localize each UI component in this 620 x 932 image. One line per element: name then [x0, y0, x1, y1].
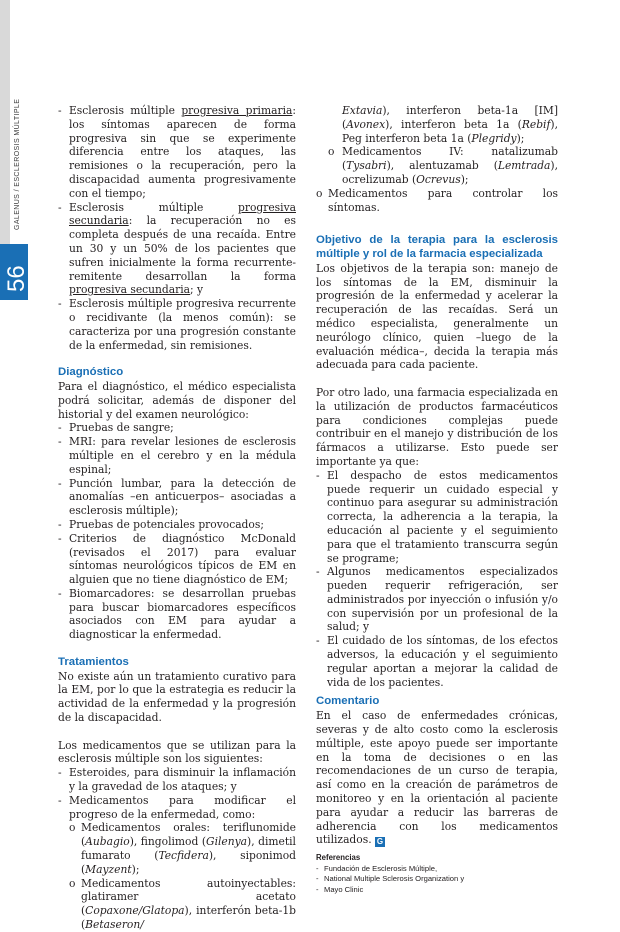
medicamentos-list: [58, 766, 296, 932]
list-item: - Esclerosis múltiple progresiva recurrente o recidivante (la menos común): se caracteriza por una progresión constante de la enfermedad, sin remisiones.: [58, 297, 296, 352]
ms-types-list: [58, 104, 296, 352]
sub-list: [69, 821, 296, 931]
list-item: o Medicamentos autoinyectables: glatiramer acetato (Copaxone/Glatopa), interferón beta-1b (Betaseron/: [69, 877, 296, 932]
references: [316, 853, 558, 895]
list-item: - Pruebas de potenciales provocados;: [58, 518, 296, 532]
list-item: - El cuidado de los síntomas, de los efectos adversos, la educación y el seguimiento regular aportan a mejorar la calidad de vida de los pacientes.: [316, 634, 558, 689]
paragraph: Para el diagnóstico, el médico especialista podrá solicitar, además de disponer del historial y del examen neurológico:: [58, 379, 296, 421]
list-item: - Pruebas de sangre;: [58, 421, 296, 435]
section-title-objetivo: Objetivo de la terapia para la esclerosis múltiple y rol de la farmacia especializada: [316, 234, 558, 260]
list-item: o Medicamentos para controlar los síntomas.: [316, 187, 558, 215]
list-item: - Algunos medicamentos especializados pueden requerir refrigeración, ser administrados por inyección o infusión y/o con supervisión por un profesional de la salud; y: [316, 565, 558, 634]
list-item: - Biomarcadores: se desarrollan pruebas para buscar biomarcadores específicos asociados con EM para ayudar a diagnosticar la enfermedad.: [58, 587, 296, 642]
left-column: [58, 104, 296, 932]
section-title-comentario: Comentario: [316, 695, 380, 708]
running-head: [14, 98, 26, 240]
continued-list-item: Extavia), interferon beta-1a [IM] (Avonex), interferon beta 1a (Rebif), Peg interferon beta 1a (Plegridy);: [342, 104, 558, 145]
list-item: - Esclerosis múltiple progresiva primaria: los síntomas aparecen de forma progresiva sin que se experimente diferencia entre los ataques, las remisiones o la recuperación, pero la discapacidad aumenta progresivamente con el tiempo;: [58, 104, 296, 201]
list-item: - Punción lumbar, para la detección de anomalías –en anticuerpos– asociadas a esclerosis múltiple);: [58, 477, 296, 518]
reference-item: - National Multiple Sclerosis Organization y: [316, 874, 558, 884]
section-title-diagnostico: Diagnóstico: [58, 366, 124, 379]
side-tab: [0, 0, 36, 802]
list-item: - Esclerosis múltiple progresiva secundaria: la recuperación no es completa después de una recaída. Entre un 30 y un 50% de los pacientes que sufren inicialmente la forma recurrente-remitente desarrollan la forma progresiva secundaria; y: [58, 201, 296, 298]
list-item: - MRI: para revelar lesiones de esclerosis múltiple en el cerebro y en la médula espinal;: [58, 435, 296, 476]
references-list: [316, 864, 558, 895]
list-item: o Medicamentos orales: teriflunomide (Aubagio), fingolimod (Gilenya), dimetil fumarato (Tecfidera), siponimod (Mayzent);: [69, 821, 296, 876]
running-head-text: GALENUS / ESCLEROSIS MÚLTIPLE: [14, 98, 21, 230]
diagnostico-list: [58, 421, 296, 642]
paragraph: Los medicamentos que se utilizan para la esclerosis múltiple son los siguientes:: [58, 738, 296, 766]
page-number: [0, 244, 28, 300]
paragraph: En el caso de enfermedades crónicas, severas y de alto costo como la esclerosis múltiple, este apoyo puede ser importante en la toma de decisiones o en las recomendaciones de un curso de terapia, así como en la creación de parámetros de monitoreo y en la orientación al paciente para ayudar a reducir las barreras de adherencia con los medicamentos utilizados. G: [316, 709, 558, 847]
paragraph: No existe aún un tratamiento curativo para la EM, por lo que la estrategia es reducir la actividad de la enfermedad y la progresión de la discapacidad.: [58, 669, 296, 725]
list-item: o Medicamentos IV: natalizumab (Tysabri), alentuzamab (Lemtrada), ocrelizumab (Ocrevus);: [316, 145, 558, 186]
list: [316, 187, 558, 215]
reference-item: - Mayo Clinic: [316, 885, 558, 895]
list-item: - Criterios de diagnóstico McDonald (revisados el 2017) para evaluar síntomas neurológicos típicos de EM en alguien que no tiene diagnóstico de EM;: [58, 532, 296, 587]
paragraph: Los objetivos de la terapia son: manejo de los síntomas de la EM, disminuir la progresión de la enfermedad y acelerar la recuperación de las recaídas. Será un médico especialista, generalmente un neurólogo clínico, quien –luego de la evaluación médica–, decida la terapia más adecuada para cada paciente.: [316, 261, 558, 372]
list-item: - El despacho de estos medicamentos puede requerir un cuidado especial y continuo para asegurar su administración correcta, la adherencia a la terapia, la educación al paciente y el seguimiento para que el tratamiento transcurra según se programe;: [316, 469, 558, 566]
page-number-box: [0, 244, 28, 300]
end-mark-icon: G: [376, 837, 384, 847]
paragraph: Por otro lado, una farmacia especializada en la utilización de productos farmacéuticos para condiciones complejas puede contribuir en el manejo y distribución de los fármacos a utilizarse. Esto puede ser importante ya que:: [316, 385, 558, 468]
objetivo-list: [316, 469, 558, 690]
right-column: [316, 104, 558, 895]
list-item: - Medicamentos para modificar el progreso de la enfermedad, como: o Medicamentos orales: teriflunomide (Aubagio), fingolimod (Gilenya), dimetil fumarato (Tecfidera), siponimod (Mayzent); o Medicamentos autoinyectables: glatiramer acetato (Copaxone/Glatopa), interferón beta-1b (Betaseron/: [58, 794, 296, 932]
section-title-tratamientos: Tratamientos: [58, 655, 129, 668]
sub-list: [316, 145, 558, 186]
list-item: - Esteroides, para disminuir la inflamación y la gravedad de los ataques; y: [58, 766, 296, 794]
reference-item: - Fundación de Esclerosis Múltiple,: [316, 864, 558, 874]
page-number-text: 56: [3, 265, 30, 292]
references-title: Referencias: [316, 853, 361, 863]
